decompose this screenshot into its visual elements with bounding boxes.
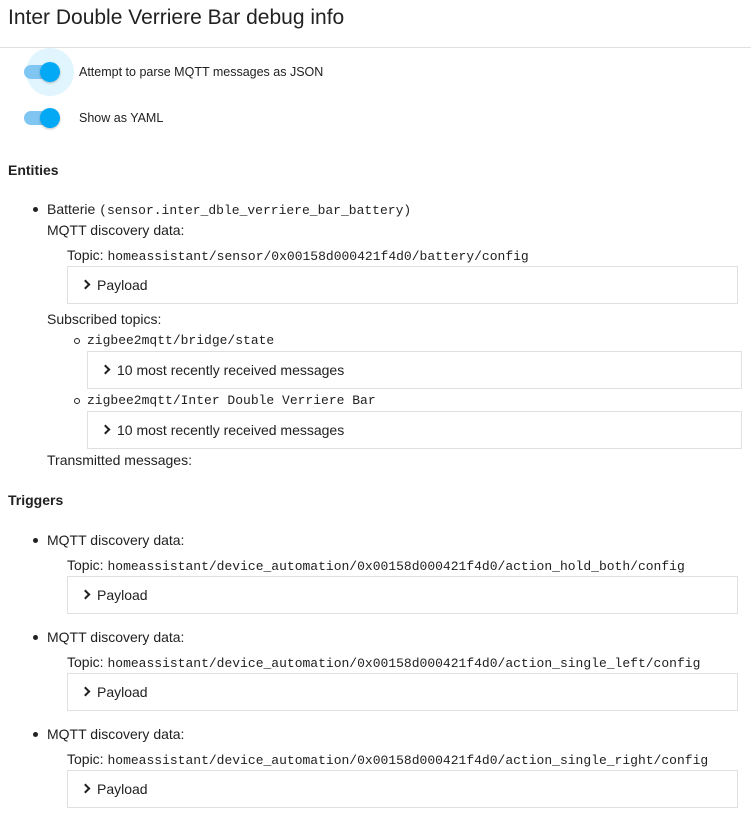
switch-thumb[interactable]: [40, 62, 60, 82]
messages-expander[interactable]: [87, 411, 742, 449]
trigger-discovery-label: MQTT discovery data:: [47, 532, 185, 548]
payload-label: Payload: [97, 277, 148, 293]
switch-thumb[interactable]: [40, 108, 60, 128]
trigger-topic: homeassistant/device_automation/0x00158d000421f4d0/action_single_left/config: [107, 656, 701, 671]
topic-prefix: Topic:: [67, 654, 104, 670]
trigger-payload-expander[interactable]: [67, 576, 738, 614]
topic-prefix: Topic:: [67, 247, 104, 263]
trigger-topic-line: [67, 654, 700, 671]
chevron-right-icon: [101, 423, 111, 437]
trigger-payload-expander[interactable]: [67, 673, 738, 711]
show-yaml-label: Show as YAML: [79, 111, 164, 125]
topic-prefix: Topic:: [67, 557, 104, 573]
parse-json-toggle-row[interactable]: [24, 62, 323, 82]
transmitted-messages-label: Transmitted messages:: [47, 452, 192, 468]
chevron-right-icon: [81, 685, 91, 699]
list-circle-bullet: [74, 338, 80, 344]
chevron-right-icon: [81, 588, 91, 602]
trigger-payload-expander[interactable]: [67, 770, 738, 808]
entity-name: Batterie: [47, 201, 96, 217]
parse-json-switch[interactable]: [24, 62, 60, 82]
dialog-header: [0, 0, 751, 48]
entity-id: (sensor.inter_dble_verriere_bar_battery): [99, 203, 412, 218]
payload-label: Payload: [97, 781, 148, 797]
list-bullet: [33, 207, 38, 212]
list-bullet: [33, 538, 38, 543]
parse-json-label: Attempt to parse MQTT messages as JSON: [79, 65, 324, 79]
entities-heading: Entities: [8, 162, 59, 178]
messages-label: 10 most recently received messages: [117, 422, 345, 438]
trigger-discovery-label: MQTT discovery data:: [47, 629, 185, 645]
entity-line: [47, 201, 411, 218]
chevron-right-icon: [81, 278, 91, 292]
messages-expander[interactable]: [87, 351, 742, 389]
subscribed-topics-label: Subscribed topics:: [47, 311, 162, 327]
entity-topic-line: [67, 247, 529, 264]
subscribed-topic: zigbee2mqtt/Inter Double Verriere Bar: [87, 393, 376, 408]
chevron-right-icon: [81, 782, 91, 796]
trigger-discovery-label: MQTT discovery data:: [47, 726, 185, 742]
payload-label: Payload: [97, 587, 148, 603]
show-yaml-toggle-row[interactable]: [24, 108, 163, 128]
list-circle-bullet: [74, 398, 80, 404]
trigger-topic-line: [67, 557, 685, 574]
messages-label: 10 most recently received messages: [117, 362, 345, 378]
entity-payload-expander[interactable]: [67, 266, 738, 304]
chevron-right-icon: [101, 363, 111, 377]
entity-discovery-label: MQTT discovery data:: [47, 222, 185, 238]
payload-label: Payload: [97, 684, 148, 700]
subscribed-topic: zigbee2mqtt/bridge/state: [87, 333, 275, 348]
trigger-topic: homeassistant/device_automation/0x00158d000421f4d0/action_single_right/config: [107, 753, 709, 768]
entity-topic: homeassistant/sensor/0x00158d000421f4d0/battery/config: [107, 249, 529, 264]
trigger-topic: homeassistant/device_automation/0x00158d000421f4d0/action_hold_both/config: [107, 559, 685, 574]
triggers-heading: Triggers: [8, 492, 64, 508]
dialog-title: Inter Double Verriere Bar debug info: [8, 5, 345, 29]
topic-prefix: Topic:: [67, 751, 104, 767]
trigger-topic-line: [67, 751, 708, 768]
list-bullet: [33, 732, 38, 737]
list-bullet: [33, 635, 38, 640]
show-yaml-switch[interactable]: [24, 108, 60, 128]
